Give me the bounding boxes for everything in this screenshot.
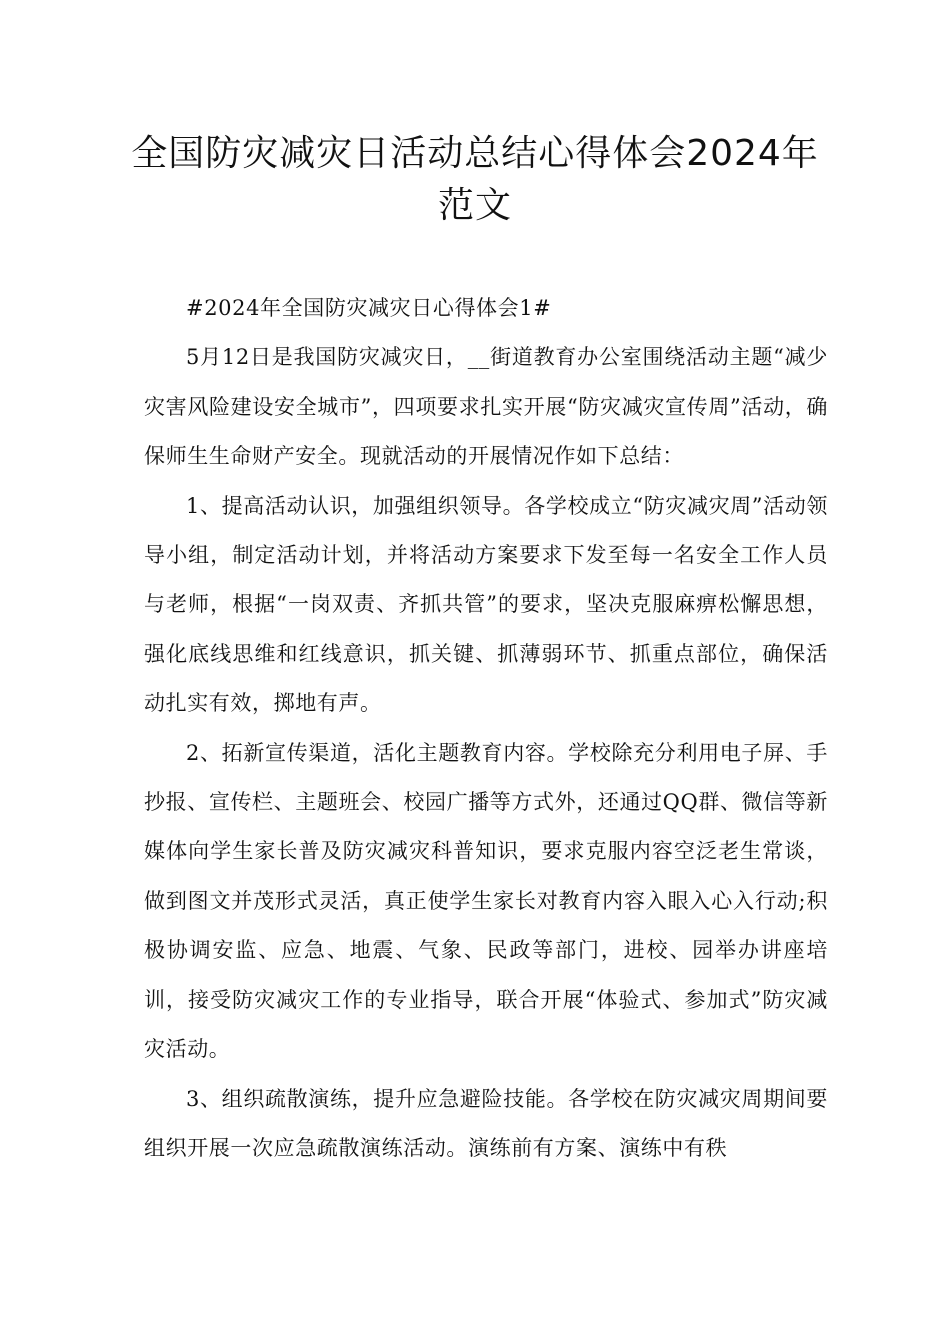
paragraph-intro: 5月12日是我国防灾减灾日，__街道教育办公室围绕活动主题“减少灾害风险建设安全城市”，四项要求扎实开展“防灾减灾宣传周”活动，确保师生生命财产安全。现就活动的开展情况作如下总结： (144, 345, 828, 469)
document-title: 全国防灾减灾日活动总结心得体会2024年范文 (131, 133, 819, 226)
paragraph-point-2: 2、拓新宣传渠道，活化主题教育内容。学校除充分利用电子屏、手抄报、宣传栏、主题班会、校园广播等方式外，还通过QQ群、微信等新媒体向学生家长普及防灾减灾科普知识，要求克服内容空泛老生常谈，做到图文并茂形式灵活，真正使学生家长对教育内容入眼入心入行动;积极协调安监、应急、地震、气象、民政等部门，进校、园举办讲座培训，接受防灾减灾工作的专业指导，联合开展“体验式、参加式”防灾减灾活动。 (144, 740, 828, 1062)
document-body (144, 284, 828, 1173)
paragraph-point-1: 1、提高活动认识，加强组织领导。各学校成立“防灾减灾周”活动领导小组，制定活动计划，并将活动方案要求下发至每一名安全工作人员与老师，根据“一岗双责、齐抓共管”的要求，坚决克服麻痹松懈思想，强化底线思维和红线意识，抓关键、抓薄弱环节、抓重点部位，确保活动扎实有效，掷地有声。 (144, 493, 828, 716)
section-heading: #2024年全国防灾减灾日心得体会1# (186, 296, 552, 320)
paragraph-point-3: 3、组织疏散演练，提升应急避险技能。各学校在防灾减灾周期间要组织开展一次应急疏散演练活动。演练前有方案、演练中有秩 (144, 1086, 828, 1160)
